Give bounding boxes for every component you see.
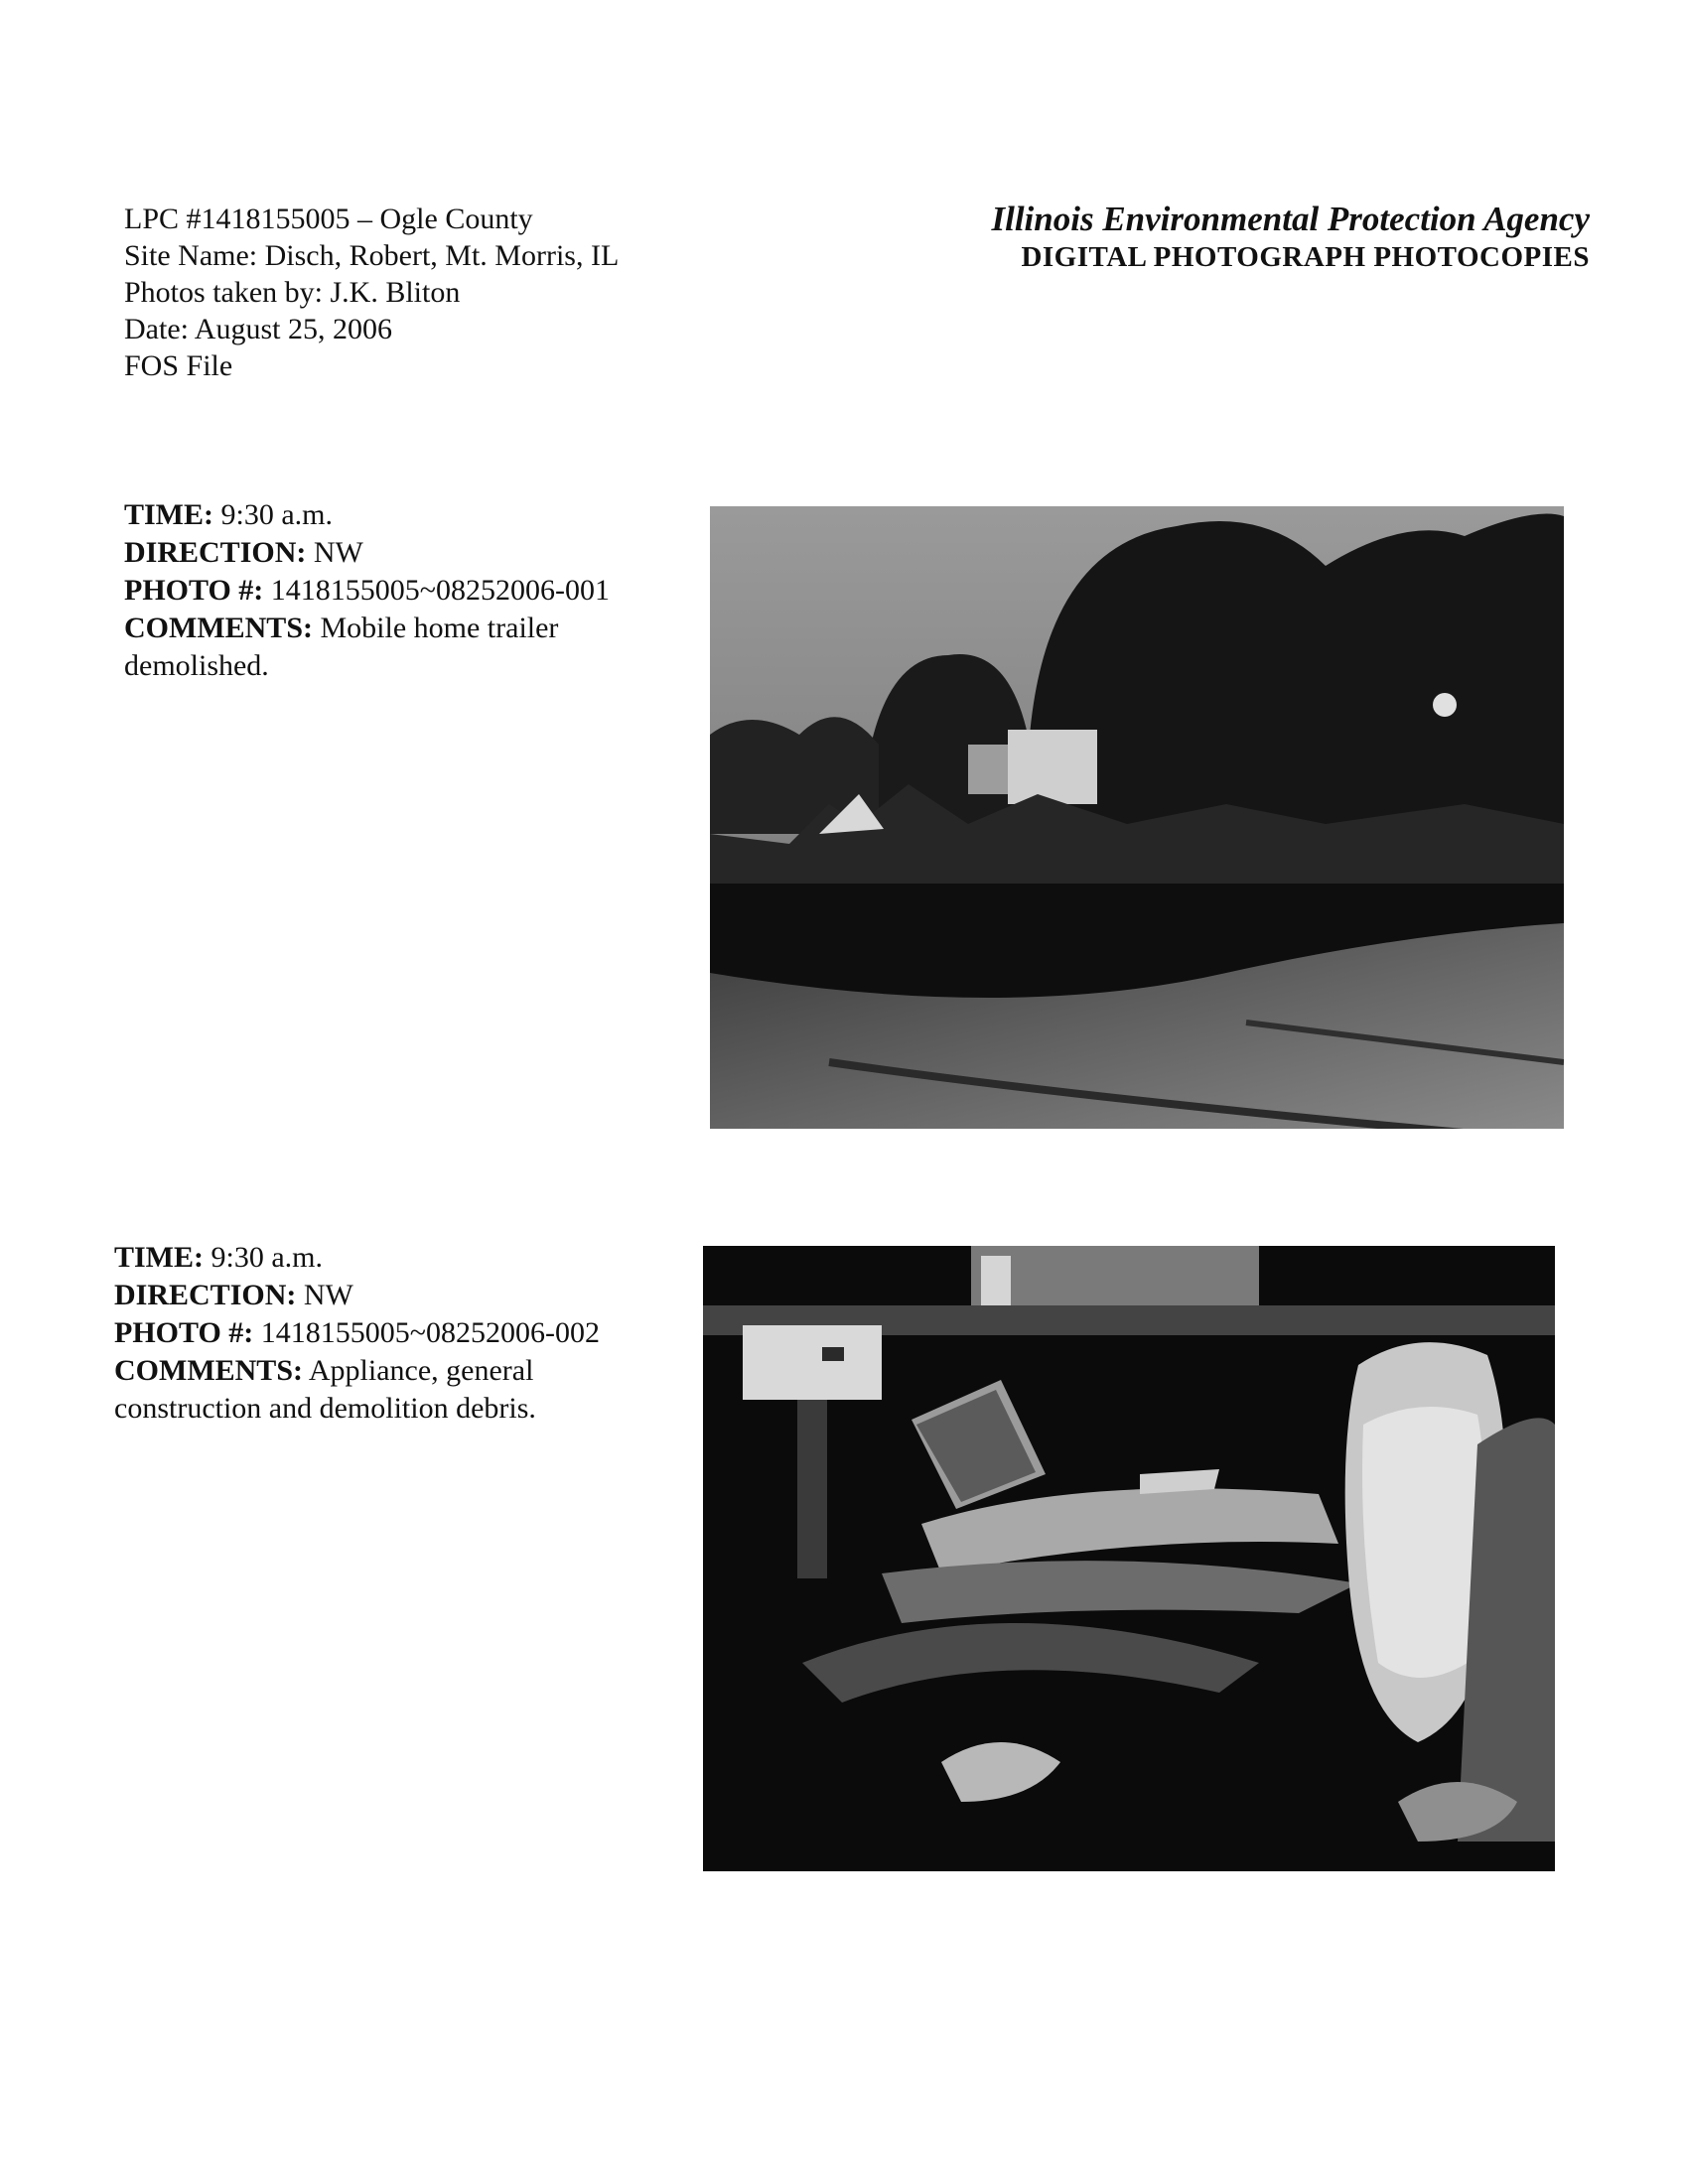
photo-1-trailer-scene <box>710 506 1564 1129</box>
photo-2-image <box>703 1246 1555 1871</box>
photo-2-direction: NW <box>303 1279 353 1311</box>
photo-1-time-row <box>124 496 680 534</box>
photo-2-number-row <box>114 1314 670 1352</box>
photo-2-time-row <box>114 1239 670 1277</box>
photo-1-metadata <box>124 496 680 685</box>
photographer-line: Photos taken by: J.K. Bliton <box>124 276 461 309</box>
photo-1-image <box>710 506 1564 1129</box>
photo-2-number: 1418155005~08252006-002 <box>260 1316 601 1349</box>
photo-2-debris-scene <box>703 1246 1555 1871</box>
photo-1-number: 1418155005~08252006-001 <box>270 574 611 607</box>
agency-subtitle: DIGITAL PHOTOGRAPH PHOTOCOPIES <box>1021 241 1590 273</box>
photo-1-comments: Mobile home trailer demolished. <box>124 612 559 682</box>
lpc-line: LPC #1418155005 – Ogle County <box>124 203 533 235</box>
photo-1-direction: NW <box>313 536 363 569</box>
photo-number-label: PHOTO #: <box>124 574 264 607</box>
comments-label: COMMENTS: <box>114 1354 303 1387</box>
file-line: FOS File <box>124 349 233 382</box>
photo-2-comments-row <box>114 1352 670 1428</box>
photo-1-time: 9:30 a.m. <box>220 498 333 531</box>
comments-label: COMMENTS: <box>124 612 313 644</box>
photo-2-time: 9:30 a.m. <box>210 1241 323 1274</box>
photo-1-direction-row <box>124 534 680 572</box>
photo-2-direction-row <box>114 1277 670 1314</box>
direction-label: DIRECTION: <box>124 536 307 569</box>
agency-header <box>991 199 1590 274</box>
site-name-line: Site Name: Disch, Robert, Mt. Morris, IL <box>124 239 620 272</box>
photo-number-label: PHOTO #: <box>114 1316 254 1349</box>
photo-1-comments-row <box>124 610 680 685</box>
date-line: Date: August 25, 2006 <box>124 313 392 345</box>
direction-label: DIRECTION: <box>114 1279 297 1311</box>
photo-2-comments: Appliance, general construction and demolition debris. <box>114 1354 536 1425</box>
site-info-block <box>124 201 619 384</box>
photo-2-metadata <box>114 1239 670 1428</box>
photo-1-number-row <box>124 572 680 610</box>
agency-name: Illinois Environmental Protection Agency <box>991 200 1590 238</box>
time-label: TIME: <box>114 1241 204 1274</box>
time-label: TIME: <box>124 498 213 531</box>
